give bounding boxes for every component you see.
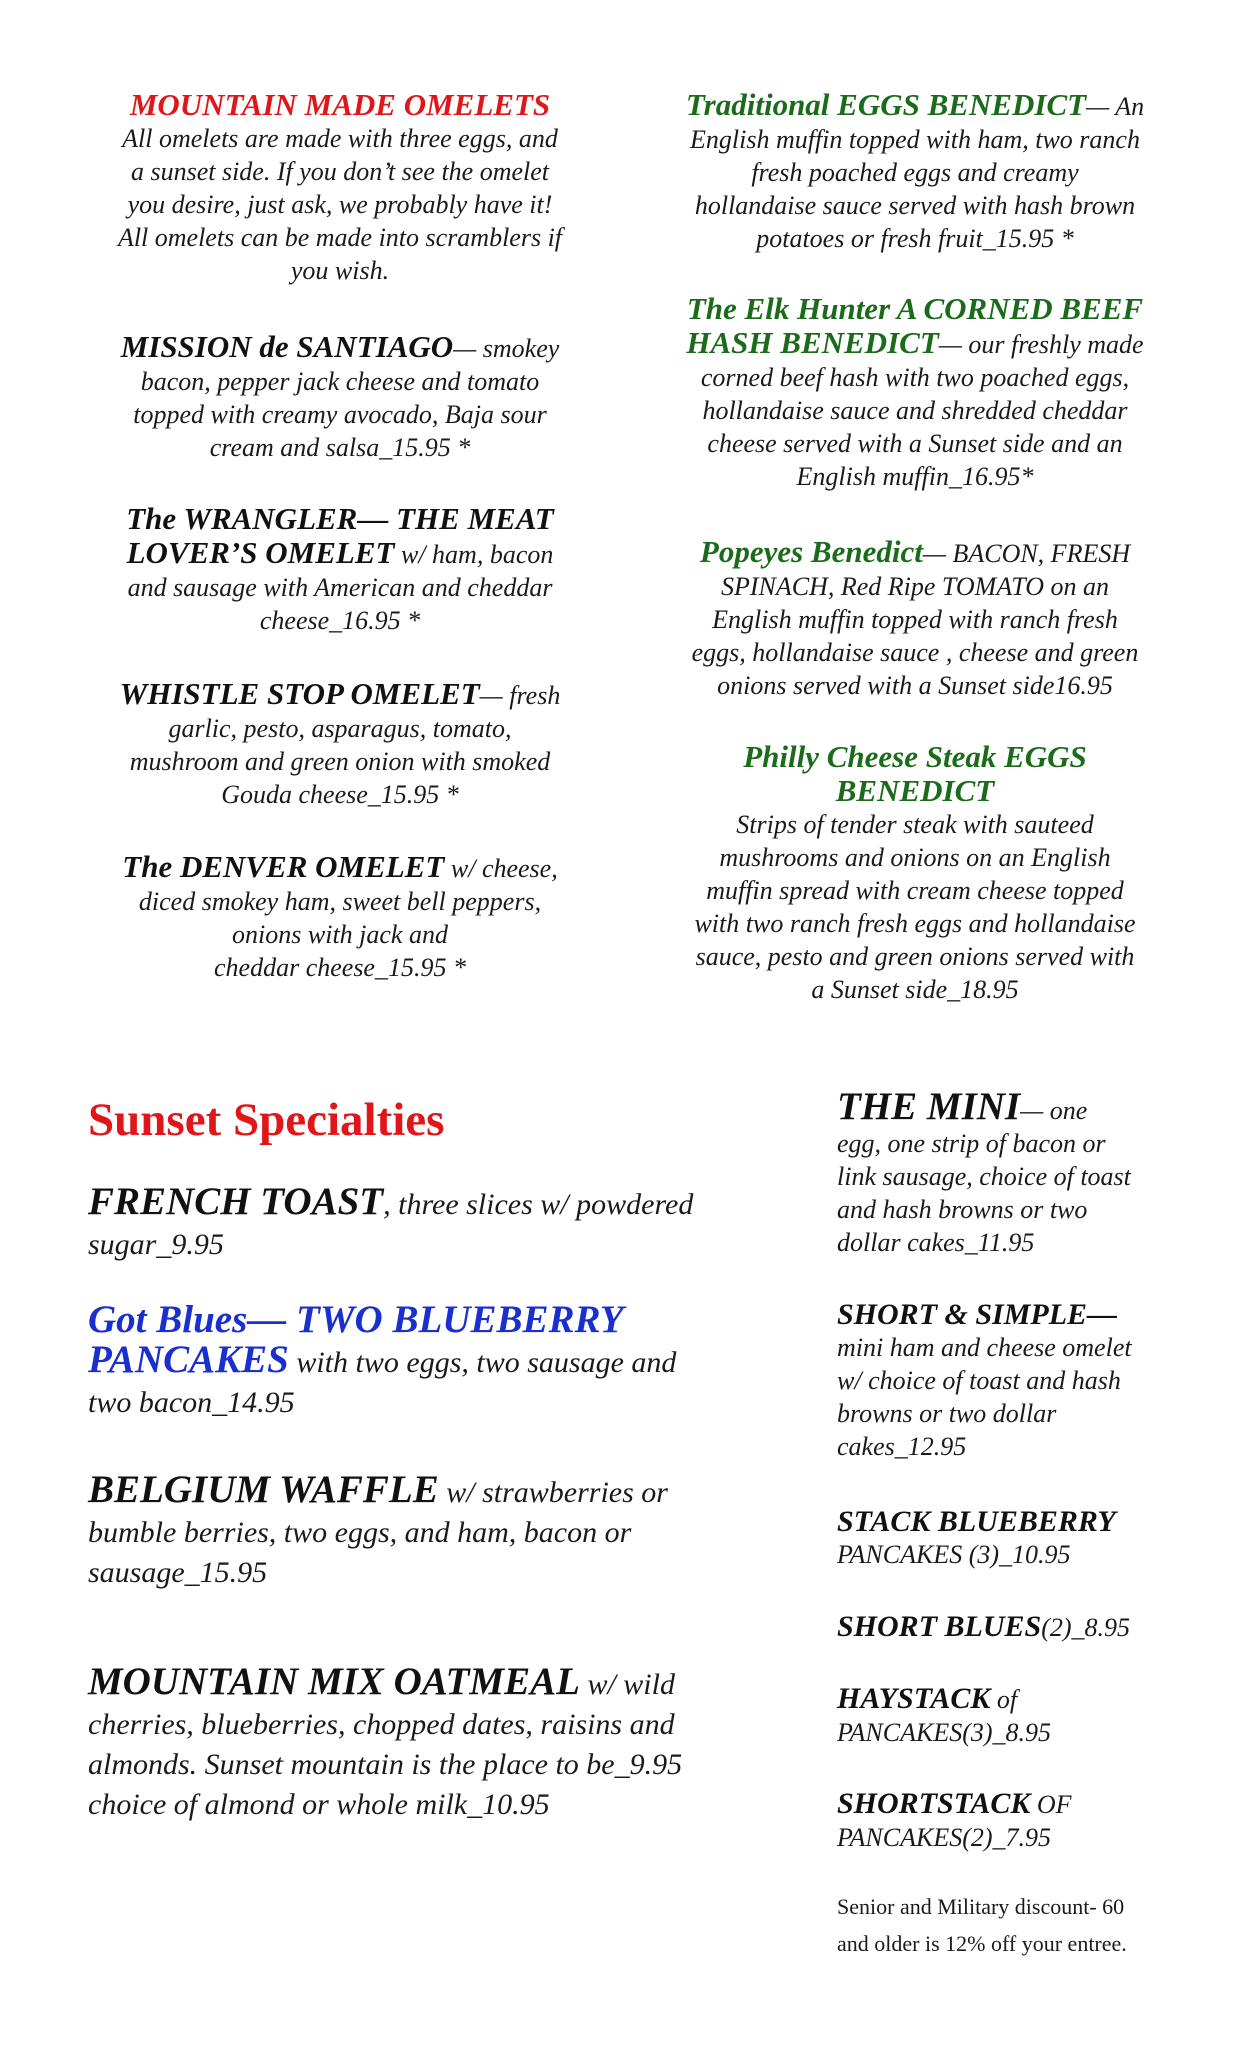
specialty-french-toast: FRENCH TOAST, three slices w/ powdered sugar_9.95 [88,1180,694,1261]
specialty-shortstack: SHORTSTACK OF PANCAKES(2)_7.95 [837,1787,1072,1852]
item-name: MOUNTAIN MIX OATMEAL [88,1660,580,1703]
item-name: MISSION de SANTIAGO [120,329,454,364]
item-name: HASH BENEDICT [686,325,939,360]
omelets-intro [80,88,600,287]
item-name: FRENCH TOAST [88,1180,384,1223]
omelet-whistle-stop: WHISTLE STOP OMELET— fresh garlic, pesto, asparagus, tomato, mushroom and green onion with smoked Gouda cheese_15.95 * [119,676,561,809]
omelet-denver: The DENVER OMELET w/ cheese, diced smokey ham, sweet bell peppers, onions with jack and cheddar cheese_15.95 * [122,849,558,982]
omelet-mission-de-santiago: MISSION de SANTIAGO— smokey bacon, pepper jack cheese and tomato topped with creamy avocado, Baja sour cream and salsa_15.95 * [120,329,560,462]
item-name: SHORT BLUES [837,1610,1042,1643]
item-name: SHORT & SIMPLE— [837,1298,1118,1331]
senior-military-discount-note: Senior and Military discount- 60 and older is 12% off your entree. [837,1894,1127,1956]
item-name: LOVER’S OMELET [126,535,395,570]
specialty-the-mini: THE MINI— one egg, one strip of bacon or link sausage, choice of toast and hash browns or two dollar cakes_11.95 [837,1085,1131,1257]
benedict-elk-hunter: The Elk Hunter A CORNED BEEF HASH BENEDICT— our freshly made corned beef hash with two poached eggs, hollandaise sauce and shredded cheddar cheese served with a Sunset side and an English muffin_16.95* [650,292,1180,493]
specialty-short-blues: SHORT BLUES(2)_8.95 [837,1610,1131,1643]
item-name: The DENVER OMELET [122,849,445,884]
specialty-haystack: HAYSTACK of PANCAKES(3)_8.95 [837,1682,1052,1747]
specialty-stack-blueberry: STACK BLUEBERRY PANCAKES (3)_10.95 [837,1505,1177,1571]
benedict-philly-cheese-steak: Philly Cheese Steak EGGS BENEDICT Strips of tender steak with sauteed mushrooms and onions on an English muffin spread with cream cheese topped with two ranch fresh eggs and hollandaise sauce, pesto and green onions served with a Sunset side_18.95 [650,740,1180,1006]
benedict-traditional: Traditional EGGS BENEDICT— An English muffin topped with ham, two ranch fresh poached eggs and creamy hollandaise sauce served with hash brown potatoes or fresh fruit_15.95 * [685,87,1145,253]
item-name: THE MINI [837,1085,1021,1128]
omelets-heading: MOUNTAIN MADE OMELETS [129,87,551,122]
item-name: Traditional EGGS BENEDICT [685,87,1087,122]
item-name: Philly Cheese Steak EGGS [743,739,1087,774]
item-name: The WRANGLER— THE MEAT [126,501,554,536]
item-name: SHORTSTACK [837,1787,1031,1820]
item-name: Popeyes Benedict [699,534,923,569]
item-name: Got Blues— TWO BLUEBERRY [88,1298,624,1341]
omelets-intro-text: All omelets are made with three eggs, and a sunset side. If you don’t see the omelet you desire, just ask, we probably have it! All omelets can be made into scramblers if you wish. [117,124,563,285]
specialty-got-blues: Got Blues— TWO BLUEBERRY PANCAKES with two eggs, two sausage and two bacon_14.95 [88,1300,763,1423]
specialty-short-and-simple: SHORT & SIMPLE— mini ham and cheese omelet w/ choice of toast and hash browns or two dollar cakes_12.95 [837,1298,1177,1463]
item-name: STACK BLUEBERRY [837,1505,1116,1538]
specialty-mountain-mix-oatmeal: MOUNTAIN MIX OATMEAL w/ wild cherries, blueberries, chopped dates, raisins and almonds. Sunset mountain is the place to be_9.95 choice of almond or whole milk_10.95 [88,1660,683,1821]
item-name: The Elk Hunter A CORNED BEEF [686,291,1144,326]
specialty-belgium-waffle: BELGIUM WAFFLE w/ strawberries or bumble berries, two eggs, and ham, bacon or sausage_15.95 [88,1468,668,1589]
benedict-popeyes: Popeyes Benedict— BACON, FRESH SPINACH, Red Ripe TOMATO on an English muffin topped with ranch fresh eggs, hollandaise sauce , cheese and green onions served with a Sunset side16.95 [691,534,1139,700]
item-name: HAYSTACK [837,1682,991,1715]
item-name: BELGIUM WAFFLE [88,1468,439,1511]
omelet-wrangler: The WRANGLER— THE MEAT LOVER’S OMELET w/ ham, bacon and sausage with American and cheddar cheese_16.95 * [80,502,600,637]
section-title-sunset-specialties: Sunset Specialties [88,1094,445,1146]
item-name: WHISTLE STOP OMELET [119,676,480,711]
item-name: BENEDICT [835,773,995,808]
item-name: PANCAKES [88,1338,289,1381]
